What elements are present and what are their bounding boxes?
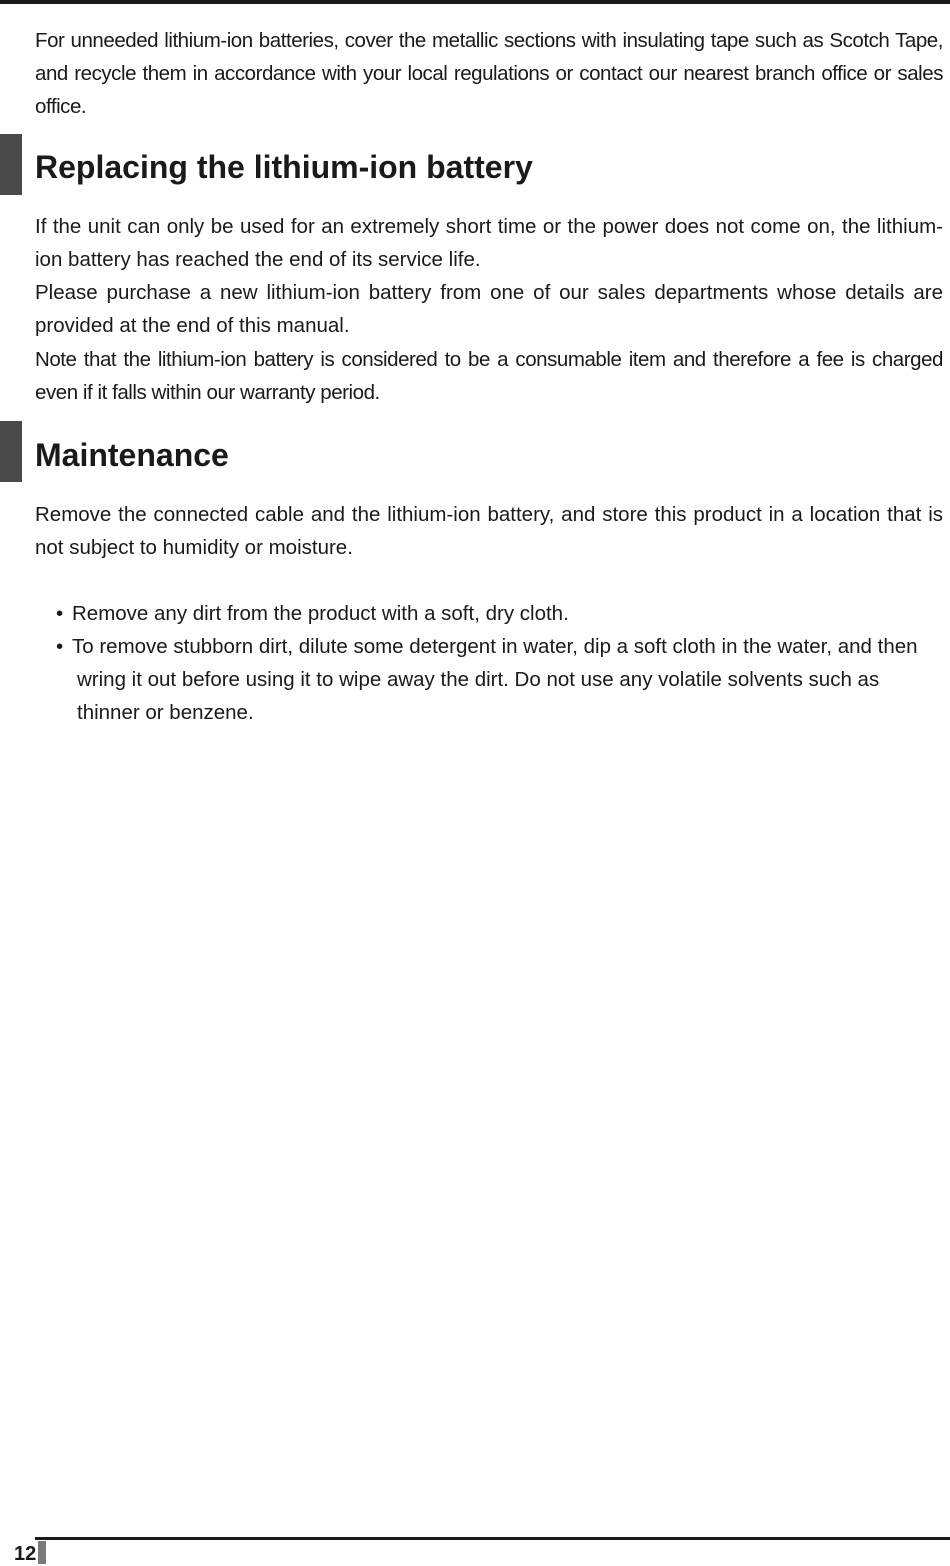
- section-marker-bar: [0, 421, 22, 482]
- page-number: 12: [14, 1543, 37, 1565]
- list-item: [56, 597, 936, 630]
- bullet-icon: •: [56, 635, 64, 658]
- page-number-tab: [38, 1541, 46, 1564]
- top-rule: [0, 0, 950, 4]
- section-marker-bar: [0, 134, 22, 195]
- replacing-paragraph-purchase: Please purchase a new lithium-ion battery from one of our sales departments whose details are provided at the end of this manual.: [35, 281, 943, 337]
- bullet-text: Remove any dirt from the product with a soft, dry cloth.: [72, 602, 569, 625]
- footer-rule: [35, 1537, 950, 1540]
- section-heading-maintenance: Maintenance: [35, 437, 229, 473]
- bullet-icon: •: [56, 602, 64, 625]
- intro-paragraph: For unneeded lithium-ion batteries, cover the metallic sections with insulating tape such as Scotch Tape, and recycle them in accordance with your local regulations or contact our nearest branch office or sales office.: [35, 29, 943, 118]
- section-heading-replacing-battery: Replacing the lithium-ion battery: [35, 149, 533, 185]
- maintenance-bullet-list: [56, 597, 936, 729]
- maintenance-paragraph-storage: Remove the connected cable and the lithium-ion battery, and store this product in a location that is not subject to humidity or moisture.: [35, 503, 943, 559]
- list-item: [56, 630, 936, 729]
- replacing-paragraph-service-life: If the unit can only be used for an extremely short time or the power does not come on, the lithium-ion battery has reached the end of its service life.: [35, 215, 943, 271]
- bullet-text: To remove stubborn dirt, dilute some detergent in water, dip a soft cloth in the water, and then wring it out before using it to wipe away the dirt. Do not use any volatile solvents such as thinner or benzene.: [72, 635, 918, 724]
- replacing-paragraph-consumable-note: Note that the lithium-ion battery is considered to be a consumable item and therefore a fee is charged even if it falls within our warranty period.: [35, 348, 943, 404]
